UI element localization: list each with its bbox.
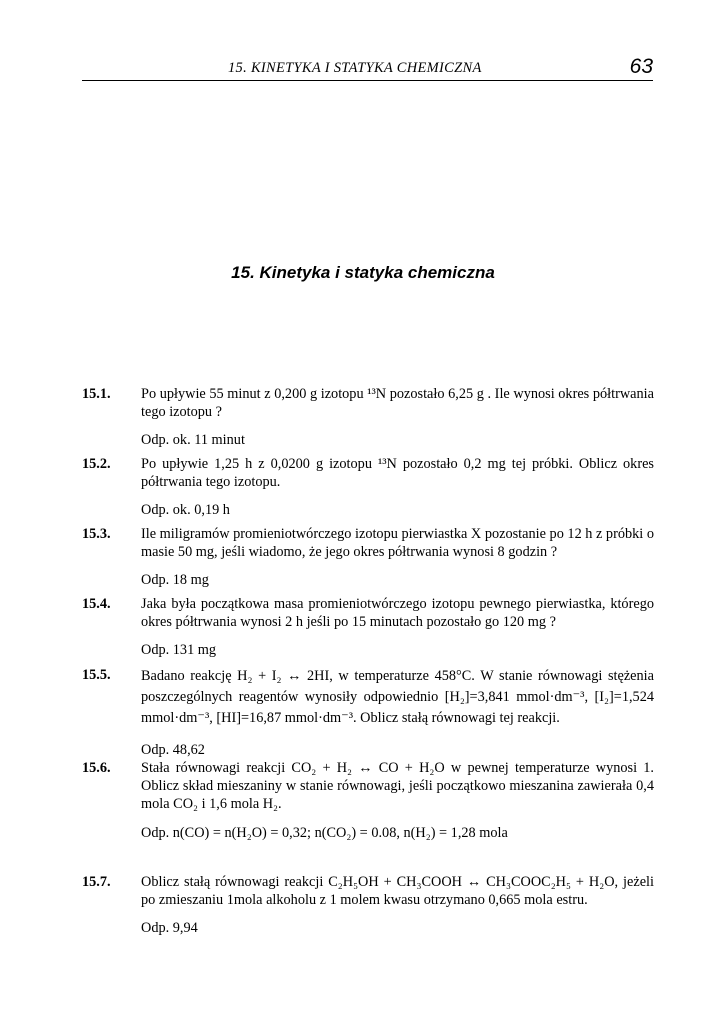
- problem-text: Stała równowagi reakcji CO₂ + H₂ ↔ CO + H₂O w pewnej temperaturze wynosi 1. Oblicz skład mieszaniny w stanie równowagi, jeśli początkowo mieszanina zawierała 0,4 mola CO₂ i 1,6 mola H₂.: [141, 760, 654, 812]
- problem-15-4: [82, 595, 654, 659]
- chapter-title: 15. Kinetyka i statyka chemiczna: [231, 263, 495, 282]
- problem-15-7: [82, 873, 654, 937]
- problem-number: 15.2.: [82, 456, 111, 472]
- problem-15-1: [82, 385, 654, 449]
- problem-answer: Odp. 131 mg: [141, 642, 217, 658]
- problem-answer: Odp. ok. 11 minut: [141, 432, 245, 448]
- problem-answer: Odp. ok. 0,19 h: [141, 502, 230, 518]
- problem-answer: Odp. n(CO) = n(H₂O) = 0,32; n(CO₂) = 0.08, n(H₂) = 1,28 mola: [141, 825, 508, 841]
- problem-text: Ile miligramów promieniotwórczego izotopu pierwiastka X pozostanie po 12 h z próbki o masie 50 mg, jeśli wiadomo, że jego okres półtrwania wynosi 8 godzin ?: [141, 526, 654, 560]
- problem-text: Jaka była początkowa masa promieniotwórczego izotopu pewnego pierwiastka, którego okres półtrwania wynosi 2 h jeśli po 15 minutach pozostało go 120 mg ?: [141, 596, 654, 630]
- running-title: 15. KINETYKA I STATYKA CHEMICZNA: [228, 60, 482, 76]
- problem-answer: Odp. 18 mg: [141, 572, 209, 588]
- problem-number: 15.6.: [82, 760, 111, 776]
- problem-number: 15.1.: [82, 386, 111, 402]
- problem-answer: Odp. 9,94: [141, 920, 198, 936]
- problem-number: 15.5.: [82, 667, 111, 683]
- problem-number: 15.3.: [82, 526, 111, 542]
- problem-15-2: [82, 455, 654, 519]
- problem-text: Oblicz stałą równowagi reakcji C₂H₅OH + CH₃COOH ↔ CH₃COOC₂H₅ + H₂O, jeżeli po zmieszaniu 1mola alkoholu z 1 molem kwasu otrzymano 0,665 mola estru.: [141, 874, 654, 908]
- problem-number: 15.4.: [82, 596, 111, 612]
- problem-answer: Odp. 48,62: [141, 742, 205, 758]
- page-number: 63: [629, 55, 653, 78]
- problem-text: Po upływie 55 minut z 0,200 g izotopu ¹³N pozostało 6,25 g . Ile wynosi okres półtrwania tego izotopu ?: [141, 386, 654, 420]
- problem-number: 15.7.: [82, 874, 111, 890]
- problem-15-3: [82, 525, 654, 589]
- problem-15-5: [82, 666, 654, 759]
- problem-text: Badano reakcję H₂ + I₂ ↔ 2HI, w temperaturze 458°C. W stanie równowagi stężenia poszczególnych reagentów wynosiły odpowiednio [H₂]=3,841 mmol·dm⁻³, [I₂]=1,524 mmol·dm⁻³, [HI]=16,87 mmol·dm⁻³. Oblicz stałą równowagi tej reakcji.: [141, 668, 654, 726]
- running-header: [82, 55, 653, 81]
- problem-15-6: [82, 759, 654, 842]
- problem-text: Po upływie 1,25 h z 0,0200 g izotopu ¹³N pozostało 0,2 mg tej próbki. Oblicz okres półtrwania tego izotopu.: [141, 456, 654, 490]
